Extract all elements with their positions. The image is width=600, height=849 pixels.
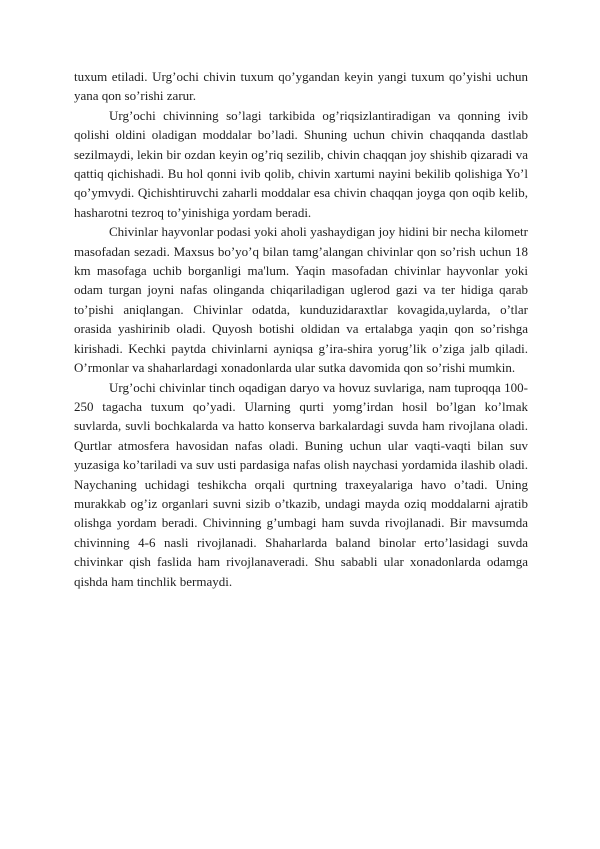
paragraph-4: Urg’ochi chivinlar tinch oqadigan daryo va hovuz suvlariga, nam tuproqqa 100-250 tagacha tuxum qo’yadi. Ularning qurti yomg’irdan hosil bo’lgan ko’lmak suvlarda, suvli bochkalarda va hatto konserva barkalardagi suvda ham rivojlana oladi. Qurtlar atmosfera havosidan nafas oladi. Buning uchun ular vaqti-vaqti bilan suv yuzasiga ko’tariladi va suv usti pardasiga nafas olish naychasi yordamida ilashib oladi. Naychaning uchidagi teshikcha orqali qurtning traxeyalariga havo o’tadi. Uning murakkab og’iz organlari suvni sizib o’tkazib, undagi mayda oziq moddalarni ajratib olishga yordam beradi. Chivinning g’umbagi ham suvda rivojlanadi. Bir mavsumda chivinning 4-6 nasli rivojlanadi. Shaharlarda baland binolar erto’lasidagi suvda chivinkar qish faslida ham rivojlanaveradi. Shu sababli ular xonadonlarda odamga qishda ham tinchlik bermaydi. xyxy=(74,379,528,589)
document-page xyxy=(74,67,528,591)
paragraph-2: Urg’ochi chivinning so’lagi tarkibida og’riqsizlantiradigan va qonning ivib qolishi oldini oladigan moddalar bo’ladi. Shuning uchun chivin chaqqanda dastlab sezilmaydi, lekin bir ozdan keyin og’riq sezilib, chivin chaqqan joy shishib qizaradi va qattiq qichishadi. Bu hol qonni ivib qolib, chivin xartumi nayini bekilib qolishiga Yo’l qo’ymvydi. Qichishtiruvchi zaharli moddalar esa chivin chaqqan joyga qon oqib kelib, hasharotni tezroq to’yinishiga yordam beradi. xyxy=(74,107,528,220)
paragraph-3: Chivinlar hayvonlar podasi yoki aholi yashaydigan joy hidini bir necha kilometr masofadan sezadi. Maxsus bo’yo’q bilan tamg’alangan chivinlar qon so’rish uchun 18 km masofaga uchib borganligi ma'lum. Yaqin masofadan chivinlar hayvonlar yoki odam turgan joyni nafas olinganda chiqariladigan uglerod gazi va ter hidiga qarab to’pishi aniqlangan. Chivinlar odatda, kunduzidaraxtlar kovagida,uylarda, o’tlar orasida yashirinib oladi. Quyosh botishi oldidan va ertalabga yaqin qon so’rishga kirishadi. Kechki paytda chivinlarni ayniqsa g’ira-shira yorug’lik o’ziga jalb qiladi. O’rmonlar va shaharlardagi xonadonlarda ular sutka davomida qon so’rishi mumkin. xyxy=(74,224,528,376)
paragraph-1: tuxum etiladi. Urg’ochi chivin tuxum qo’ygandan keyin yangi tuxum qo’yishi uchun yana qon so’rishi zarur. xyxy=(74,69,528,104)
